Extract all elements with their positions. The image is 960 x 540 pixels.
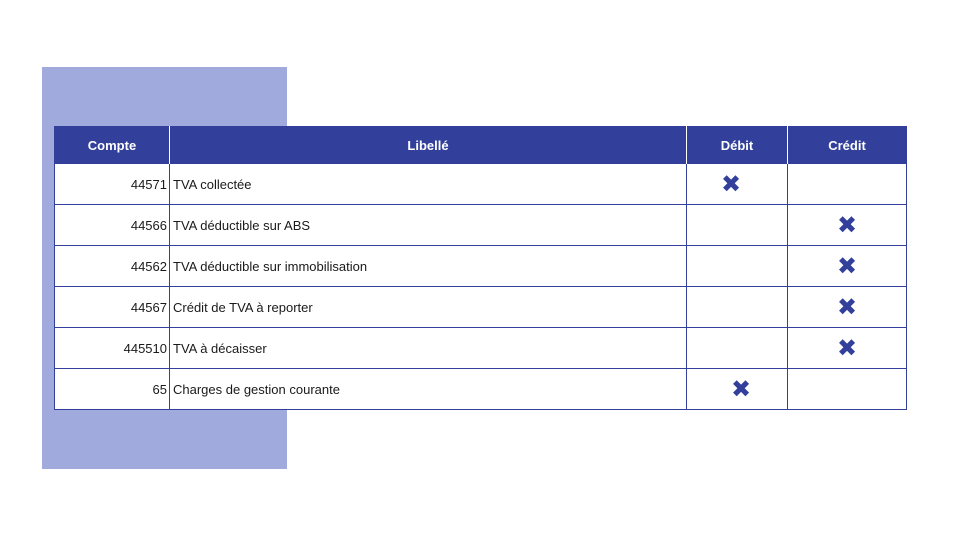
cross-mark-icon: ✖	[730, 375, 752, 403]
debit-cell	[687, 164, 788, 205]
debit-cell	[687, 205, 788, 246]
compte-cell: 44566	[55, 205, 170, 246]
credit-cell	[788, 246, 907, 287]
table-row	[55, 164, 907, 205]
credit-cell	[788, 287, 907, 328]
compte-cell: 65	[55, 369, 170, 410]
table-row	[55, 205, 907, 246]
table-row	[55, 369, 907, 410]
credit-cell	[788, 164, 907, 205]
libelle-cell: TVA collectée	[170, 164, 687, 205]
compte-cell: 44562	[55, 246, 170, 287]
header-libelle: Libellé	[170, 127, 687, 165]
libelle-cell: TVA à décaisser	[170, 328, 687, 369]
libelle-cell: Charges de gestion courante	[170, 369, 687, 410]
header-credit: Crédit	[788, 127, 907, 165]
libelle-cell: TVA déductible sur immobilisation	[170, 246, 687, 287]
table-row	[55, 246, 907, 287]
compte-cell: 445510	[55, 328, 170, 369]
debit-cell	[687, 287, 788, 328]
credit-cell	[788, 369, 907, 410]
debit-cell	[687, 328, 788, 369]
cross-mark-icon: ✖	[836, 252, 858, 280]
table-header-row	[55, 127, 907, 165]
table-row	[55, 328, 907, 369]
header-debit: Débit	[687, 127, 788, 165]
libelle-cell: Crédit de TVA à reporter	[170, 287, 687, 328]
compte-cell: 44571	[55, 164, 170, 205]
credit-cell	[788, 205, 907, 246]
libelle-cell: TVA déductible sur ABS	[170, 205, 687, 246]
debit-cell	[687, 246, 788, 287]
header-compte: Compte	[55, 127, 170, 165]
credit-cell	[788, 328, 907, 369]
cross-mark-icon: ✖	[836, 211, 858, 239]
cross-mark-icon: ✖	[836, 334, 858, 362]
debit-cell	[687, 369, 788, 410]
cross-mark-icon: ✖	[720, 170, 742, 198]
table-row	[55, 287, 907, 328]
cross-mark-icon: ✖	[836, 293, 858, 321]
compte-cell: 44567	[55, 287, 170, 328]
accounting-entry-table	[54, 126, 907, 410]
